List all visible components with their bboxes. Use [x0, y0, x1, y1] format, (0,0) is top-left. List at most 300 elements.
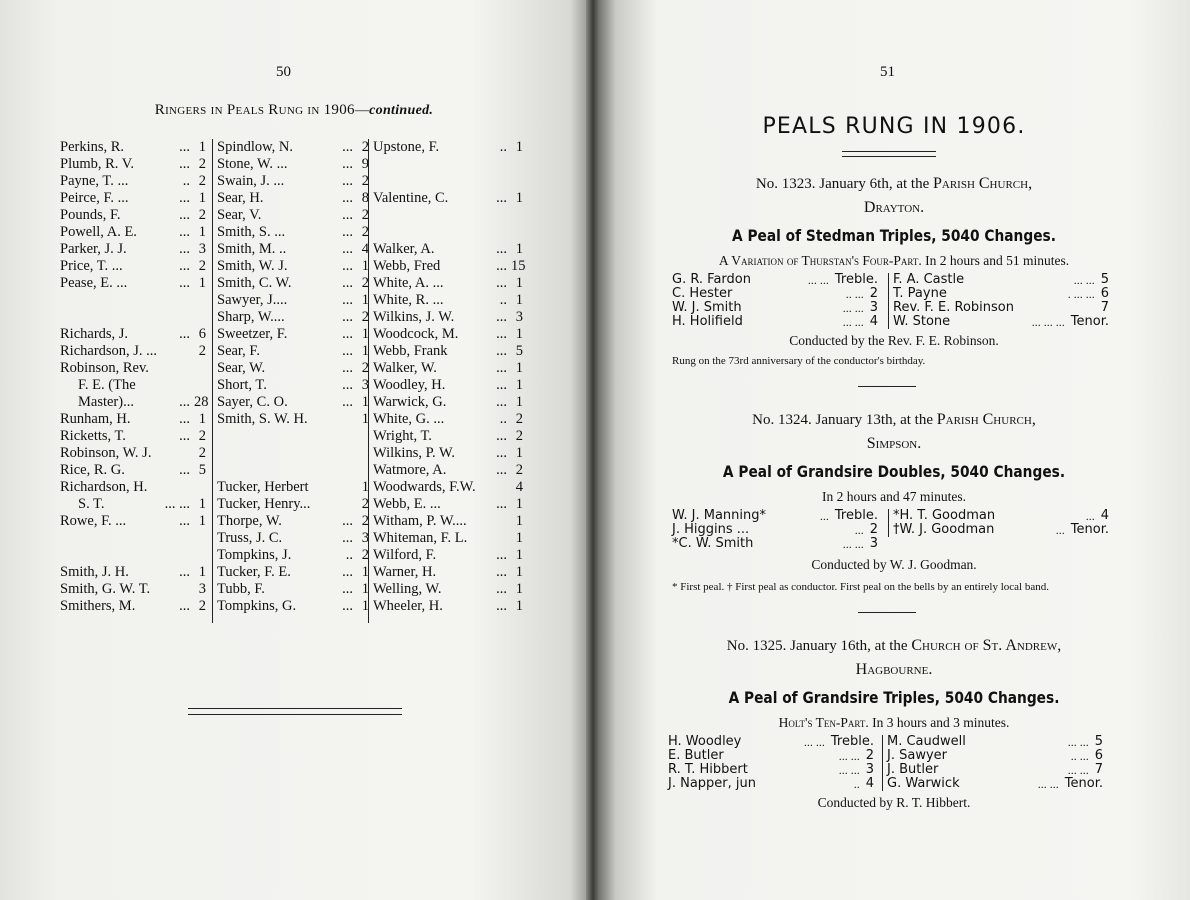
leader-dots: ... [496, 428, 507, 444]
peal-record-1324 [598, 408, 1190, 594]
peal-count: 3 [198, 581, 206, 597]
ringer-entry [373, 581, 523, 598]
ringer-name: Woodley, H. [373, 377, 446, 393]
ringer-entry [373, 190, 523, 207]
leader-dots: ... ... [1037, 777, 1059, 791]
composition-prefix: A [718, 253, 732, 268]
ringer-name: Sawyer, J.... [217, 292, 288, 308]
peal-count: 3 [361, 530, 369, 546]
leader-dots: ... [179, 258, 190, 274]
ringer-entry [60, 377, 206, 394]
peal-count: 2 [361, 139, 369, 155]
band-member [672, 509, 878, 523]
leader-dots: ... [819, 509, 829, 523]
peal-count: 8 [361, 190, 369, 206]
band-member [893, 301, 1109, 315]
ringer-name: Rowe, F. ... [60, 513, 127, 529]
ringer-name: Robinson, W. J. [60, 445, 152, 461]
leader-dots: ... [496, 377, 507, 393]
peal-count: 6 [198, 326, 206, 342]
peal-number-date: No. 1323. January 6th, at the [755, 176, 933, 192]
band-member [887, 749, 1103, 763]
leader-dots: ... [179, 241, 190, 257]
ringer-entry [217, 547, 369, 564]
ringer-name: Tompkins, J. [217, 547, 292, 563]
leader-dots [150, 581, 194, 598]
place-name: Hagbourne. [855, 661, 933, 678]
ringer-entry [60, 445, 206, 462]
leader-dots: ... [342, 360, 353, 376]
bell-number: 7 [1100, 300, 1109, 315]
peal-count: 1 [198, 564, 206, 580]
leader-dots: ... ... [838, 763, 860, 777]
ringer-entry [60, 156, 206, 173]
double-rule-divider [188, 708, 402, 715]
leader-dots [373, 173, 511, 190]
ringer-entry [60, 496, 206, 513]
peal-count [194, 479, 206, 496]
peal-count [194, 547, 206, 564]
bell-number: 4 [1100, 508, 1109, 523]
leader-dots: ... [342, 377, 353, 393]
peal-count: 2 [361, 496, 369, 512]
bell-number: Treble. [834, 508, 878, 523]
ringer-entry [373, 564, 523, 581]
band-member [672, 315, 878, 329]
leader-dots: ... [342, 190, 353, 206]
leader-dots: .. [853, 777, 860, 791]
ringer-name: Pease, E. ... [60, 275, 128, 291]
ringer-entry [373, 530, 523, 547]
bell-number: Tenor. [1064, 776, 1103, 791]
ringer-entry [60, 479, 206, 496]
band-member [887, 777, 1103, 791]
ringer-name: J. Butler [887, 762, 939, 777]
peal-count [194, 292, 206, 309]
ringer-entry [60, 547, 206, 564]
ringer-name: Pounds, F. [60, 207, 121, 223]
ringer-entry [373, 513, 523, 530]
peal-count: 1 [515, 598, 523, 614]
peal-count: 1 [198, 513, 206, 529]
peal-record-1325 [598, 634, 1190, 811]
ringer-name: Smith, S. ... [217, 224, 286, 240]
ringer-entry [373, 292, 523, 309]
ringer-entry [217, 258, 369, 275]
leader-dots: ... [496, 547, 507, 563]
ringer-entry [60, 326, 206, 343]
peal-location [598, 408, 1190, 456]
peal-count: 2 [361, 513, 369, 529]
bell-number: 3 [869, 300, 878, 315]
band-member [893, 523, 1109, 537]
band-list [598, 273, 1190, 333]
leader-dots [217, 445, 357, 462]
leader-dots [151, 445, 194, 462]
peal-count: 9 [361, 156, 369, 172]
ringer-name: White, A. ... [373, 275, 444, 291]
band-column-right [888, 273, 1109, 329]
ringer-name: Whiteman, F. L. [373, 530, 468, 546]
ringer-name: Spindlow, N. [217, 139, 293, 155]
band-member [672, 301, 878, 315]
leader-dots: .. [345, 547, 353, 563]
leader-dots [309, 479, 358, 496]
leader-dots: ... [342, 598, 353, 614]
peal-count: 2 [198, 343, 206, 359]
ringer-entry [373, 547, 523, 564]
ringer-entry [217, 360, 369, 377]
ringer-entry [373, 156, 523, 173]
leader-dots: ... ... [842, 301, 864, 315]
ringer-entry [373, 326, 523, 343]
band-list [598, 509, 1190, 557]
ringer-name: Sayer, C. O. [217, 394, 288, 410]
peal-count [511, 224, 523, 241]
leader-dots: ... [342, 207, 353, 223]
peal-count: 1 [515, 445, 523, 461]
ringer-name: Short, T. [217, 377, 267, 393]
peal-count: 1 [198, 139, 206, 155]
ringer-entry [60, 292, 206, 309]
band-column-left [672, 273, 878, 329]
ringers-column-2 [212, 139, 369, 623]
band-member [668, 763, 874, 777]
leader-dots: ... [179, 326, 190, 342]
ringer-entry [373, 207, 523, 224]
leader-dots [60, 309, 194, 326]
peal-number-date: No. 1324. January 13th, at the [752, 412, 937, 428]
leader-dots [60, 530, 194, 547]
ringer-name: J. Higgins ... [672, 522, 750, 537]
ringer-entry [60, 462, 206, 479]
peal-count: 2 [361, 275, 369, 291]
bell-number: Tenor. [1070, 314, 1109, 329]
left-page [0, 0, 588, 900]
ringer-name: Watmore, A. [373, 462, 447, 478]
ringer-entry [373, 360, 523, 377]
peal-count: 1 [515, 241, 523, 257]
leader-dots: .. [499, 411, 507, 427]
page-number-left: 50 [276, 64, 291, 80]
ringer-name: Webb, Fred [373, 258, 441, 274]
ringer-name: H. Woodley [668, 734, 742, 749]
leader-dots: .. [182, 173, 190, 189]
ringers-column-1 [60, 139, 209, 615]
peal-count: 1 [361, 343, 369, 359]
peal-count: 4 [361, 241, 369, 257]
leader-dots: .. [499, 139, 507, 155]
leader-dots [308, 411, 357, 428]
ringer-entry [217, 224, 369, 241]
ringer-name: Tucker, Henry... [217, 496, 311, 512]
ringer-name: S. T. [78, 496, 105, 512]
leader-dots: ... ... [842, 537, 864, 551]
ringer-name: Smith, G. W. T. [60, 581, 151, 597]
ringer-name: Plumb, R. V. [60, 156, 135, 172]
leader-dots: ... [496, 258, 507, 274]
ringer-name: C. Hester [672, 286, 733, 301]
leader-dots: ... [496, 190, 507, 206]
leader-dots: ... [179, 190, 190, 206]
peal-count: 1 [198, 190, 206, 206]
ringer-entry [373, 275, 523, 292]
peal-count: 2 [515, 462, 523, 478]
peal-count: 2 [198, 156, 206, 172]
leader-dots [476, 479, 511, 496]
band-member [887, 763, 1103, 777]
ringer-name: Sweetzer, F. [217, 326, 288, 342]
peal-count: 1 [198, 496, 206, 512]
ringer-entry [373, 479, 523, 496]
ringer-name: Wilkins, P. W. [373, 445, 456, 461]
ringer-name: W. Stone [893, 314, 951, 329]
ringer-name: Swain, J. ... [217, 173, 285, 189]
band-member [672, 287, 878, 301]
ringer-name: Sear, H. [217, 190, 264, 206]
leader-dots [373, 156, 511, 173]
ringer-name: T. Payne [893, 286, 947, 301]
peal-location [598, 634, 1190, 682]
ringer-name: Smith, C. W. [217, 275, 292, 291]
peal-count: 3 [361, 377, 369, 393]
peal-location [598, 172, 1190, 220]
bell-number: 5 [1094, 734, 1103, 749]
ringer-name: J. Napper, jun [668, 776, 756, 791]
peal-count: 2 [361, 547, 369, 563]
peal-count: 1 [515, 292, 523, 308]
leader-dots: ... [179, 513, 190, 529]
ringer-entry [217, 496, 369, 513]
leader-dots [1014, 301, 1101, 315]
leader-dots: ... ... [838, 749, 860, 763]
peal-count: 1 [515, 564, 523, 580]
leader-dots: ... [496, 564, 507, 580]
leader-dots: ... [179, 139, 190, 155]
bell-number: 6 [1100, 286, 1109, 301]
band-member [672, 523, 878, 537]
peal-count: 2 [198, 258, 206, 274]
church-name: Church of St. Andrew, [911, 637, 1062, 654]
record-separator [858, 612, 916, 613]
leader-dots: ... ... [807, 273, 829, 287]
ringer-name: Wilkins, J. W. [373, 309, 455, 325]
peal-count: 1 [515, 513, 523, 529]
ringer-entry [217, 598, 369, 615]
left-page-heading: Ringers in Peals Rung in 1906—continued. [154, 102, 434, 118]
peal-count: 1 [515, 139, 523, 155]
ringer-name: F. E. (The [78, 377, 136, 393]
ringer-name: †W. J. Goodman [893, 522, 995, 537]
ringer-entry [217, 190, 369, 207]
bell-number: 3 [865, 762, 874, 777]
ringer-name: Smith, M. .. [217, 241, 287, 257]
ringer-entry [217, 173, 369, 190]
ringer-name: Woodcock, M. [373, 326, 459, 342]
bell-number: 6 [1094, 748, 1103, 763]
ringer-name: Sear, F. [217, 343, 260, 359]
ringer-name: Runham, H. [60, 411, 131, 427]
ringer-entry [373, 411, 523, 428]
leader-dots: ... [179, 394, 190, 410]
heading-continued: continued. [369, 103, 434, 118]
ringer-name: White, R. ... [373, 292, 444, 308]
leader-dots: ... [342, 394, 353, 410]
ringer-name: Perkins, R. [60, 139, 125, 155]
ringer-entry [373, 377, 523, 394]
ringer-name: Thorpe, W. [217, 513, 282, 529]
bell-number: Treble. [834, 272, 878, 287]
ringer-entry [60, 343, 206, 360]
ringer-name: Witham, P. W.... [373, 513, 467, 529]
ringer-name: Tucker, F. E. [217, 564, 291, 580]
band-column-right [888, 509, 1109, 537]
peal-count: 2 [361, 207, 369, 223]
ringer-name: Warner, H. [373, 564, 437, 580]
peal-count: 2 [361, 309, 369, 325]
ringer-name: Parker, J. J. [60, 241, 127, 257]
peal-count [511, 156, 523, 173]
peal-count: 2 [361, 173, 369, 189]
leader-dots: ... ... ... [1031, 315, 1065, 329]
leader-dots [467, 513, 511, 530]
ringer-entry [373, 462, 523, 479]
leader-dots: ... [342, 258, 353, 274]
ringers-column-3 [368, 139, 526, 623]
peal-title: A Peal of Stedman Triples, 5040 Changes. [732, 226, 1056, 245]
leader-dots: ... [496, 241, 507, 257]
leader-dots [373, 207, 511, 224]
ringer-entry [60, 564, 206, 581]
ringer-entry [373, 445, 523, 462]
peal-count: 1 [361, 411, 369, 427]
leader-dots: ... [496, 581, 507, 597]
leader-dots: ... [496, 598, 507, 614]
ringer-name: W. J. Manning* [672, 508, 766, 523]
leader-dots: ... [496, 343, 507, 359]
ringer-name: Smith, S. W. H. [217, 411, 308, 427]
ringer-name: Wilford, F. [373, 547, 437, 563]
ringer-entry [60, 360, 206, 377]
ringer-name: Richards, J. [60, 326, 129, 342]
ringer-name: Payne, T. ... [60, 173, 129, 189]
place-name: Simpson. [866, 435, 922, 452]
ringer-entry [60, 241, 206, 258]
ringer-entry [217, 445, 369, 462]
ringer-name: Smith, W. J. [217, 258, 288, 274]
leader-dots: ... ... [803, 735, 825, 749]
leader-dots: . ... ... [1067, 287, 1095, 301]
ringer-name: Price, T. ... [60, 258, 123, 274]
ringer-name: Richardson, H. [60, 479, 148, 495]
peal-count: 1 [198, 275, 206, 291]
ringer-entry [217, 581, 369, 598]
peal-count: 2 [515, 411, 523, 427]
ringer-name: Sear, W. [217, 360, 266, 376]
ringer-entry [217, 241, 369, 258]
leader-dots [149, 360, 194, 377]
leader-dots: ... [496, 445, 507, 461]
ringer-entry [217, 377, 369, 394]
ringer-name: Sharp, W.... [217, 309, 285, 325]
band-column-left [668, 735, 874, 791]
leader-dots: ... [179, 598, 190, 614]
leader-dots: ... [342, 173, 353, 189]
conducted-by: Conducted by the Rev. F. E. Robinson. [789, 333, 999, 348]
leader-dots: ... [179, 207, 190, 223]
peal-count: 1 [515, 547, 523, 563]
peal-duration: In 2 hours and 47 minutes. [822, 489, 966, 504]
ringer-entry [217, 428, 369, 445]
ringer-name: Webb, Frank [373, 343, 448, 359]
composition-name: Holt's Ten-Part. [778, 715, 869, 730]
ringer-name: W. J. Smith [672, 300, 742, 315]
leader-dots: ... [342, 156, 353, 172]
peal-count: 3 [515, 309, 523, 325]
ringer-entry [373, 496, 523, 513]
ringer-entry [373, 309, 523, 326]
bell-number: 5 [1100, 272, 1109, 287]
leader-dots: .. ... [845, 287, 864, 301]
peal-duration: In 2 hours and 51 minutes. [921, 253, 1070, 268]
ringer-entry [60, 207, 206, 224]
peal-count: 1 [515, 394, 523, 410]
ringer-entry [217, 462, 369, 479]
leader-dots: ... [342, 292, 353, 308]
ringer-entry [60, 258, 206, 275]
leader-dots: ... [496, 496, 507, 512]
leader-dots: ... [496, 309, 507, 325]
leader-dots: ... [342, 309, 353, 325]
ringer-entry [373, 428, 523, 445]
bell-number: 2 [865, 748, 874, 763]
right-page [598, 0, 1190, 900]
leader-dots: ... ... [1067, 735, 1089, 749]
page-title: PEALS RUNG IN 1906. [762, 114, 1026, 139]
ringer-name: *H. T. Goodman [893, 508, 996, 523]
leader-dots: ... [179, 462, 190, 478]
leader-dots: ... [179, 411, 190, 427]
leader-dots: ... [342, 139, 353, 155]
leader-dots: ... [342, 224, 353, 240]
ringer-entry [60, 190, 206, 207]
peal-record-1323 [598, 172, 1190, 368]
peal-count: 1 [515, 530, 523, 546]
band-member [668, 749, 874, 763]
ringer-name: Rev. F. E. Robinson [893, 300, 1014, 315]
peal-count: 1 [515, 326, 523, 342]
peal-count: 4 [515, 479, 523, 495]
ringer-name: Truss, J. C. [217, 530, 283, 546]
peal-count: 1 [361, 394, 369, 410]
leader-dots: ... [342, 581, 353, 597]
ringer-name: White, G. ... [373, 411, 445, 427]
ringer-name: Welling, W. [373, 581, 442, 597]
peal-duration: In 3 hours and 3 minutes. [868, 715, 1010, 730]
ringer-name: Tompkins, G. [217, 598, 297, 614]
bell-number: 4 [865, 776, 874, 791]
ringer-entry [373, 139, 523, 156]
leader-dots: ... [342, 241, 353, 257]
peal-count: 1 [198, 411, 206, 427]
record-separator [858, 386, 916, 387]
band-member [893, 315, 1109, 329]
peal-count: 1 [361, 292, 369, 308]
peal-count: 1 [361, 326, 369, 342]
bell-number: Treble. [830, 734, 874, 749]
ringer-entry [373, 173, 523, 190]
leader-dots: ... [496, 360, 507, 376]
